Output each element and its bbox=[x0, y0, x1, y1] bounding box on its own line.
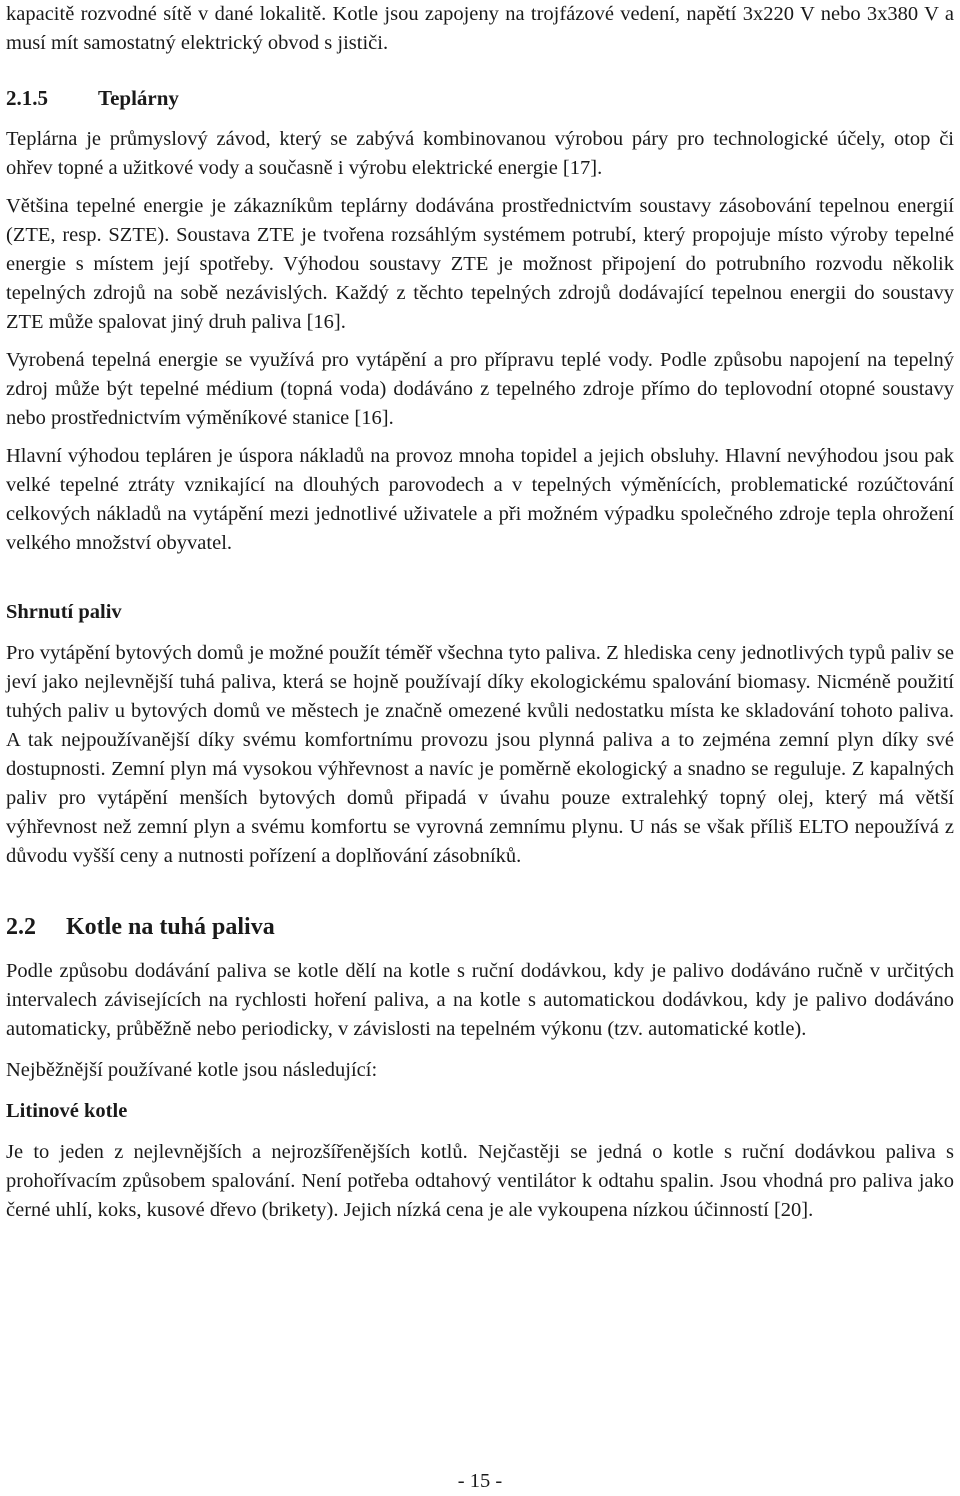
cast-iron-heading: Litinové kotle bbox=[6, 1100, 128, 1122]
section-heading-kotle bbox=[6, 911, 954, 943]
cast-iron-paragraph: Je to jeden z nejlevnějších a nejrozšířenějších kotlů. Nejčastěji se jedná o kotle s ruční dodávkou paliva s prohořívacím způsobem spalování. Není potřeba odtahový ventilátor k odtahu spalin. Jsou vhodná pro paliva jako černé uhlí, koks, kusové dřevo (brikety). Jejich nízká cena je ale vykoupena nízkou účinností [20]. bbox=[6, 1141, 954, 1221]
paragraph-zte: Většina tepelné energie je zákazníkům teplárny dodávána prostřednictvím soustavy zásobování tepelnou energií (ZTE, resp. SZTE). Soustava ZTE je tvořena rozsáhlým systémem potrubí, který propojuje místo výroby tepelné energie s místem její spotřeby. Výhodou soustavy ZTE je možnost připojení do potrubního rozvodu několik tepelných zdrojů na sobě nezávislých. Každý z těchto tepelných zdrojů dodávající tepelnou energii do soustavy ZTE může spalovat jiný druh paliva [16]. bbox=[6, 195, 954, 333]
paragraph-kotle-division: Podle způsobu dodávání paliva se kotle dělí na kotle s ruční dodávkou, kdy je palivo dodáváno ručně v určitých intervalech závisejících na rychlosti hoření paliva, a na kotle s automatickou dodávkou, kdy je palivo dodáváno automaticky, průběžně nebo periodicky, v závislosti na tepelném výkonu (tzv. automatické kotle). bbox=[6, 960, 954, 1040]
page-number: - 15 - bbox=[457, 1470, 503, 1492]
section-heading-teplarny bbox=[6, 84, 954, 113]
document-page bbox=[6, 0, 954, 1225]
paragraph-teplarna-definition: Teplárna je průmyslový závod, který se zabývá kombinovanou výrobou páry pro technologické účely, otop či ohřev topné a užitkové vody a současně i výrobu elektrické energie [17]. bbox=[6, 128, 954, 179]
summary-paragraph: Pro vytápění bytových domů je možné použít téměř všechna tyto paliva. Z hlediska ceny jednotlivých typů paliv se jeví jako nejlevnější tuhá paliva, která se hojně používají díky ekologickému spalování biomasy. Nicméně použití tuhých paliv u bytových domů ve městech je značně omezené kvůli nedostatku místa ke skladování tohoto paliva. A tak nejpoužívanější díky svému komfortnímu provozu jsou plynná paliva a to zejména zemní plyn díky své dostupnosti. Zemní plyn má vysokou výhřevnost a navíc je poměrně ekologický a snadno se reguluje. Z kapalných paliv pro vytápění menších bytových domů připadá v úvahu pouze extralehký topný olej, který má větší výhřevnost než zemní plyn a svému komfortu se vyrovná zemnímu plynu. U nás se však příliš ELTO nepoužívá z důvodu vyšší ceny a nutnosti pořízení a doplňování zásobníků. bbox=[6, 642, 954, 867]
section-number: 2.2 bbox=[6, 914, 36, 940]
paragraph-usage: Vyrobená tepelná energie se využívá pro vytápění a pro přípravu teplé vody. Podle způsobu napojení na tepelný zdroj může být tepelné médium (topná voda) dodáváno z tepelného zdroje přímo do teplovodní otopné soustavy nebo prostřednictvím výměníkové stanice [16]. bbox=[6, 349, 954, 429]
section-number: 2.1.5 bbox=[6, 86, 48, 110]
summary-heading: Shrnutí paliv bbox=[6, 601, 122, 623]
section-title: Teplárny bbox=[98, 86, 179, 110]
section-title: Kotle na tuhá paliva bbox=[66, 914, 275, 940]
paragraph-pros-cons: Hlavní výhodou tepláren je úspora nákladů na provoz mnoha topidel a jejich obsluhy. Hlavní nevýhodou jsou pak velké tepelné ztráty vznikající na dlouhých parovodech a v tepelných výměnících, problematické rozúčtování celkových nákladů na vytápění mezi jednotlivé uživatele a při možném výpadku společného zdroje tepla ohrožení velkého množství obyvatel. bbox=[6, 445, 954, 554]
paragraph-kotle-list-intro: Nejběžnější používané kotle jsou následující: bbox=[6, 1059, 378, 1081]
intro-paragraph: kapacitě rozvodné sítě v dané lokalitě. Kotle jsou zapojeny na trojfázové vedení, napětí 3x220 V nebo 3x380 V a musí mít samostatný elektrický obvod s jističi. bbox=[6, 3, 954, 54]
